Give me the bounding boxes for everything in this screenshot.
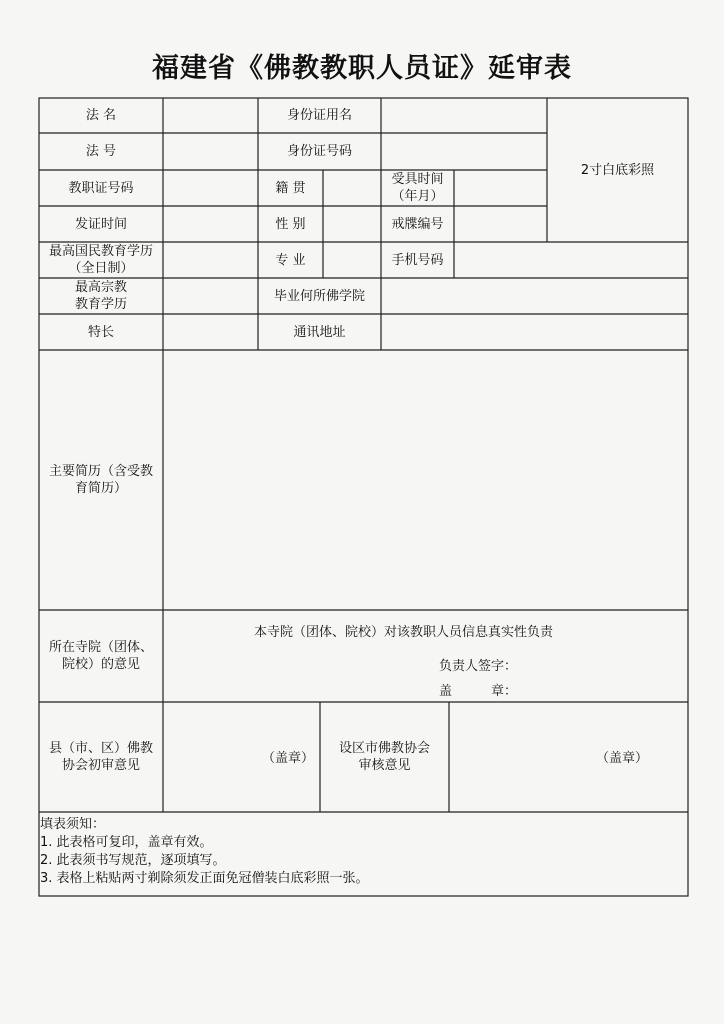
label-dharma-number: 法 号: [85, 144, 117, 159]
label-native-place: 籍 贯: [275, 180, 306, 196]
label-address: 通讯地址: [293, 324, 346, 340]
fill-instructions: [40, 816, 369, 888]
label-gender: 性 别: [275, 216, 306, 232]
label-id-name: 身份证用名: [286, 108, 352, 123]
county-stamp: （盖章）: [262, 751, 315, 766]
label-religious-education-line1: 最高宗教: [74, 280, 127, 295]
label-city-opinion: [320, 702, 449, 812]
city-stamp: （盖章）: [596, 751, 649, 766]
label-id-number: 身份证号码: [286, 144, 352, 159]
label-county-opinion-line2: 协会初审意见: [61, 758, 140, 773]
form-title: 福建省《佛教教职人员证》延审表: [152, 53, 572, 84]
label-county-opinion: [39, 702, 163, 812]
temple-statement: 本寺院（团体、院校）对该教职人员信息真实性负责: [254, 625, 554, 640]
label-ordination-time-line2: （年月）: [391, 189, 444, 204]
label-resume: [39, 350, 163, 610]
label-major: 专 业: [275, 252, 306, 268]
label-phone: 手机号码: [391, 252, 444, 268]
label-religious-education: [39, 278, 163, 314]
label-issue-date: 发证时间: [74, 216, 127, 232]
photo-area[interactable]: 2寸白底彩照: [580, 162, 655, 178]
label-resume-line2: 育简历）: [74, 481, 127, 496]
seal-label: 盖 章：: [439, 684, 518, 699]
note-item: 2. 此表须书写规范，逐项填写。: [40, 853, 226, 868]
label-religious-education-line2: 教育学历: [74, 297, 127, 312]
label-city-opinion-line1: 设区市佛教协会: [338, 741, 430, 756]
label-civil-education-line1: 最高国民教育学历: [48, 244, 153, 259]
label-civil-education: [39, 242, 163, 278]
label-county-opinion-line1: 县（市、区）佛教: [48, 741, 153, 756]
note-item: 1. 此表格可复印，盖章有效。: [40, 835, 213, 850]
notes-heading: 填表须知：: [40, 817, 106, 832]
label-cert-number: 教职证号码: [68, 180, 134, 196]
label-precept-number: 戒牒编号: [391, 216, 444, 232]
label-ordination-time-line1: 受具时间: [391, 172, 444, 187]
label-temple-opinion: [39, 610, 163, 702]
label-resume-line1: 主要简历（含受教: [48, 464, 153, 479]
label-specialty: 特长: [87, 324, 114, 340]
signature-label: 负责人签字：: [439, 659, 518, 674]
label-city-opinion-line2: 审核意见: [358, 758, 411, 773]
label-ordination-time: [381, 170, 454, 206]
label-temple-opinion-line2: 院校）的意见: [61, 657, 140, 672]
note-item: 3. 表格上粘贴两寸剃除须发正面免冠僧装白底彩照一张。: [40, 871, 369, 886]
label-graduated-academy: 毕业何所佛学院: [273, 288, 365, 304]
label-temple-opinion-line1: 所在寺院（团体、: [48, 640, 153, 655]
label-civil-education-line2: （全日制）: [68, 261, 134, 276]
label-dharma-name: 法 名: [85, 108, 117, 123]
